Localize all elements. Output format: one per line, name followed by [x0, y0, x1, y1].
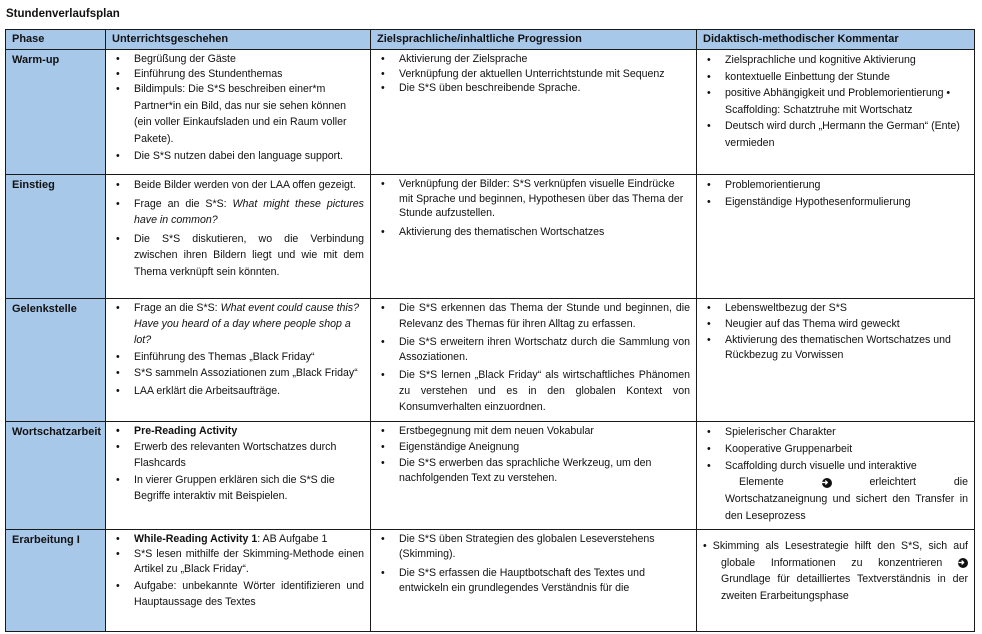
phase-cell: Warm-up: [6, 50, 106, 175]
list-item: • Spielerischer Charakter: [701, 424, 968, 441]
unterricht-cell: [106, 50, 371, 175]
kommentar-cell: [697, 299, 975, 422]
header-unterricht: Unterrichtsgeschehen: [106, 30, 371, 50]
arrow-right-circle-icon: ➜: [958, 558, 968, 568]
list-item: • Die S*S nutzen dabei den language support.: [110, 149, 364, 164]
progression-cell: [371, 299, 697, 422]
list-item: • Beide Bilder werden von der LAA offen gezeigt.: [110, 177, 364, 194]
list-item: • Die S*S erwerben das sprachliche Werkzeug, um den nachfolgenden Text zu verstehen.: [375, 456, 690, 488]
progression-cell: [371, 529, 697, 631]
arrow-right-circle-icon: ➜: [822, 478, 832, 488]
item-text: Elemente: [739, 476, 784, 489]
question-text: What event could cause this? Have you heard of a day where people shop a lot?: [134, 302, 359, 346]
list-item: • Verknüpfung der Bilder: S*S verknüpfen visuelle Eindrücke mit Sprache und beginnen, Hypothesen über das Thema der Stunde aufzustellen.: [375, 177, 690, 221]
list-item: • Neugier auf das Thema wird geweckt: [701, 317, 968, 333]
list-item: • Aktivierung der Zielsprache: [375, 52, 690, 67]
item-text: Frage an die S*S:: [134, 302, 221, 314]
table-row: [6, 175, 975, 299]
list-item: • Erstbegegnung mit dem neuen Vokabular: [375, 424, 690, 440]
list-item: [703, 538, 968, 605]
list-item: • Verknüpfung der aktuellen Unterrichtstunde mit Sequenz: [375, 67, 690, 82]
phase-cell: Gelenkstelle: [6, 299, 106, 422]
phase-cell: Einstieg: [6, 175, 106, 299]
unterricht-cell: [106, 422, 371, 530]
list-item: • Problemorientierung: [701, 177, 968, 194]
item-text: Frage an die S*S:: [134, 197, 233, 210]
list-item: • Die S*S lernen „Black Friday“ als wirtschaftliches Phänomen zu verstehen und es in den globalen Kontext von Konsumverhalten einzuordnen.: [375, 368, 690, 415]
kommentar-cell: [697, 175, 975, 299]
table-row: [6, 299, 975, 422]
header-row: [6, 30, 975, 50]
list-item: • Die S*S diskutieren, wo die Verbindung zwischen ihren Bildern liegt und wie mit dem Thema verknüpft sein könnten.: [110, 231, 364, 281]
list-item: [110, 532, 364, 547]
item-text: • Skimming als Lesestrategie hilft den S*S, sich auf globale Informationen zu konzentrieren: [703, 539, 968, 569]
list-item: • Die S*S erkennen das Thema der Stunde und beginnen, die Relevanz des Themas für ihren Alltag zu erfassen.: [375, 301, 690, 333]
list-item: [110, 301, 364, 348]
item-text: Scaffolding durch visuelle und interaktive: [725, 459, 917, 472]
list-item: • In vierer Gruppen erklären sich die S*S die Begriffe interaktiv mit Beispielen.: [110, 473, 364, 505]
list-item: [701, 458, 968, 525]
header-progression: Zielsprachliche/inhaltliche Progression: [371, 30, 697, 50]
item-text: erleichtert die Wortschatzaneignung und sichert den Transfer in den Leseprozess: [725, 476, 968, 522]
list-item: • Die S*S erfassen die Hauptbotschaft des Textes und entwickeln ein grundlegendes Verständnis für die: [375, 566, 690, 596]
list-item: • Deutsch wird durch „Hermann the German“ (Ente) vermieden: [701, 118, 968, 151]
list-item: • LAA erklärt die Arbeitsaufträge.: [110, 384, 364, 400]
table-row: [6, 50, 975, 175]
header-phase: Phase: [6, 30, 106, 50]
progression-cell: [371, 175, 697, 299]
list-item: • Aktivierung des thematischen Wortschatzes: [375, 225, 690, 240]
document-title: Stundenverlaufsplan: [6, 8, 120, 20]
list-item: • Die S*S erweitern ihren Wortschatz durch die Sammlung von Assoziationen.: [375, 335, 690, 367]
list-item: • Aufgabe: unbekannte Wörter identifizieren und Hauptaussage des Textes: [110, 579, 364, 609]
lesson-plan-table: [5, 29, 975, 632]
progression-cell: [371, 50, 697, 175]
kommentar-cell: [697, 50, 975, 175]
unterricht-cell: [106, 529, 371, 631]
kommentar-cell: [697, 422, 975, 530]
list-item: • Einführung des Stundenthemas: [110, 67, 364, 82]
list-item: • Pre-Reading Activity: [110, 424, 364, 440]
phase-cell: Erarbeitung I: [6, 529, 106, 631]
list-item: • Die S*S üben Strategien des globalen Leseverstehens (Skimming).: [375, 532, 690, 562]
list-item: • Lebensweltbezug der S*S: [701, 301, 968, 317]
kommentar-cell: [697, 529, 975, 631]
table-row: [6, 422, 975, 530]
list-item: • S*S sammeln Assoziationen zum „Black Friday“: [110, 366, 364, 382]
list-item: • Erwerb des relevanten Wortschatzes durch Flashcards: [110, 440, 364, 472]
question-text: What might these pictures have in common?: [134, 197, 364, 226]
item-text: : AB Aufgabe 1: [257, 532, 328, 545]
list-item: • Eigenständige Hypothesenformulierung: [701, 194, 968, 211]
activity-title: While-Reading Activity 1: [134, 532, 258, 545]
list-item: • S*S lesen mithilfe der Skimming-Methode einen Artikel zu „Black Friday“.: [110, 547, 364, 577]
list-item: • Einführung des Themas „Black Friday“: [110, 350, 364, 366]
unterricht-cell: [106, 299, 371, 422]
list-item: • kontextuelle Einbettung der Stunde: [701, 69, 968, 86]
list-item: • Begrüßung der Gäste: [110, 52, 364, 67]
table-row: [6, 529, 975, 631]
list-item: • Zielsprachliche und kognitive Aktivierung: [701, 52, 968, 69]
list-item: • Eigenständige Aneignung: [375, 440, 690, 456]
list-item: • Kooperative Gruppenarbeit: [701, 441, 968, 458]
list-item: • Bildimpuls: Die S*S beschreiben einer*m Partner*in ein Bild, das nur sie sehen können (ein voller Einkaufsladen und ein Raum voller Pakete).: [110, 81, 364, 147]
item-text: Grundlage für detailliertes Textverständnis in der zweiten Erarbeitungsphase: [721, 573, 968, 603]
list-item: • Aktivierung des thematischen Wortschatzes und Rückbezug zu Vorwissen: [701, 333, 968, 365]
list-item: • positive Abhängigkeit und Problemorientierung • Scaffolding: Schatztruhe mit Wortschatz: [701, 85, 968, 118]
list-item: [110, 196, 364, 229]
progression-cell: [371, 422, 697, 530]
phase-cell: Wortschatzarbeit: [6, 422, 106, 530]
list-item: • Die S*S üben beschreibende Sprache.: [375, 81, 690, 96]
unterricht-cell: [106, 175, 371, 299]
header-kommentar: Didaktisch-methodischer Kommentar: [697, 30, 975, 50]
